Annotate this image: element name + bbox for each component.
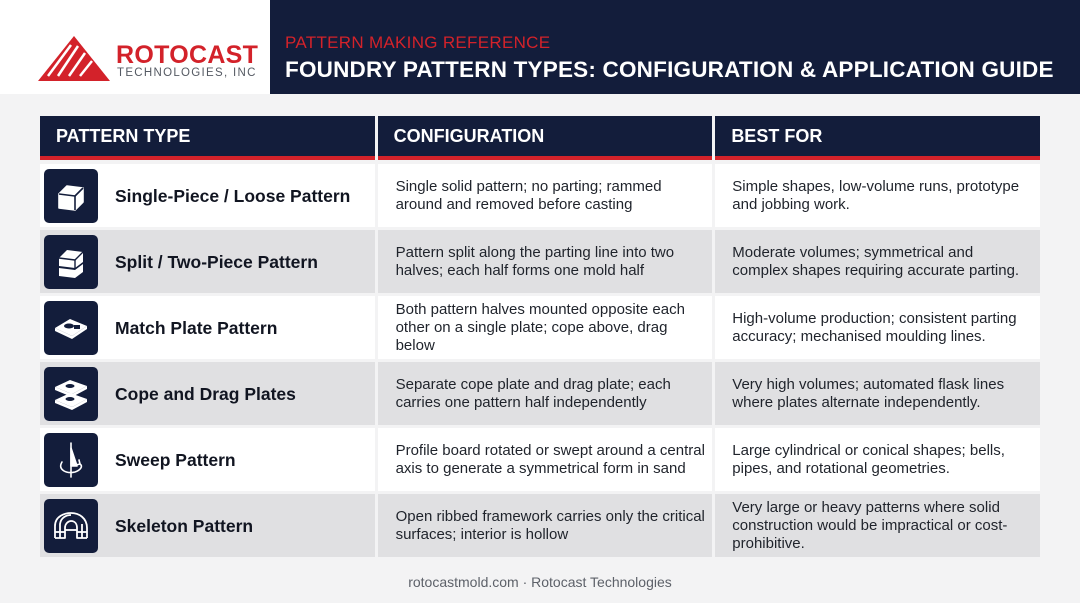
table-row: [40, 164, 1040, 227]
table-row: [40, 362, 1040, 425]
rotocast-logo-icon: [38, 36, 110, 82]
configuration-cell: Separate cope plate and drag plate; each carries one pattern half independently: [378, 362, 713, 425]
pattern-type-cell: [40, 230, 375, 293]
match-plate-icon: [44, 301, 98, 355]
configuration-cell: Single solid pattern; no parting; rammed around and removed before casting: [378, 164, 713, 227]
best-for-cell: Simple shapes, low-volume runs, prototype and jobbing work.: [715, 164, 1040, 227]
pattern-type-cell: [40, 494, 375, 557]
pattern-type-name: Single-Piece / Loose Pattern: [115, 185, 351, 206]
best-for-cell: Moderate volumes; symmetrical and complex shapes requiring accurate parting.: [715, 230, 1040, 293]
pattern-type-cell: [40, 164, 375, 227]
table-row: [40, 494, 1040, 557]
brand-logo: [0, 0, 270, 94]
stacked-plates-icon: [44, 367, 98, 421]
best-for-cell: High-volume production; consistent parting accuracy; mechanised moulding lines.: [715, 296, 1040, 359]
column-header-configuration: CONFIGURATION: [378, 116, 713, 160]
brand-name: ROTOCAST: [116, 41, 259, 69]
pattern-type-name: Cope and Drag Plates: [115, 383, 296, 404]
header-kicker: PATTERN MAKING REFERENCE: [285, 33, 551, 52]
best-for-cell: Large cylindrical or conical shapes; bells, pipes, and rotational geometries.: [715, 428, 1040, 491]
footer-credit: rotocastmold.com · Rotocast Technologies: [408, 574, 672, 590]
split-block-icon: [44, 235, 98, 289]
configuration-cell: Pattern split along the parting line into two halves; each half forms one mold half: [378, 230, 713, 293]
pattern-type-name: Skeleton Pattern: [115, 515, 254, 536]
pattern-type-name: Match Plate Pattern: [115, 317, 278, 338]
configuration-cell: Profile board rotated or swept around a central axis to generate a symmetrical form in sand: [378, 428, 713, 491]
pattern-type-cell: [40, 362, 375, 425]
pattern-table: [40, 116, 1040, 557]
ribbed-skeleton-icon: [44, 499, 98, 553]
pattern-type-name: Split / Two-Piece Pattern: [115, 251, 318, 272]
best-for-cell: Very large or heavy patterns where solid construction would be impractical or cost-prohibitive.: [715, 494, 1040, 557]
table-row: [40, 230, 1040, 293]
solid-block-icon: [44, 169, 98, 223]
page-title: FOUNDRY PATTERN TYPES: CONFIGURATION & APPLICATION GUIDE: [285, 57, 1054, 82]
column-header-best-for: BEST FOR: [715, 116, 1040, 160]
table-row: [40, 428, 1040, 491]
configuration-cell: Open ribbed framework carries only the critical surfaces; interior is hollow: [378, 494, 713, 557]
pattern-type-cell: [40, 296, 375, 359]
page-header: [270, 0, 1080, 94]
sweep-rotation-icon: [44, 433, 98, 487]
configuration-cell: Both pattern halves mounted opposite each other on a single plate; cope above, drag below: [378, 296, 713, 359]
pattern-type-name: Sweep Pattern: [115, 449, 236, 470]
column-header-pattern-type: PATTERN TYPE: [40, 116, 375, 160]
table-row: [40, 296, 1040, 359]
table-header-row: [40, 116, 1040, 160]
best-for-cell: Very high volumes; automated flask lines where plates alternate independently.: [715, 362, 1040, 425]
pattern-type-cell: [40, 428, 375, 491]
brand-subtitle: TECHNOLOGIES, INC: [117, 67, 257, 79]
